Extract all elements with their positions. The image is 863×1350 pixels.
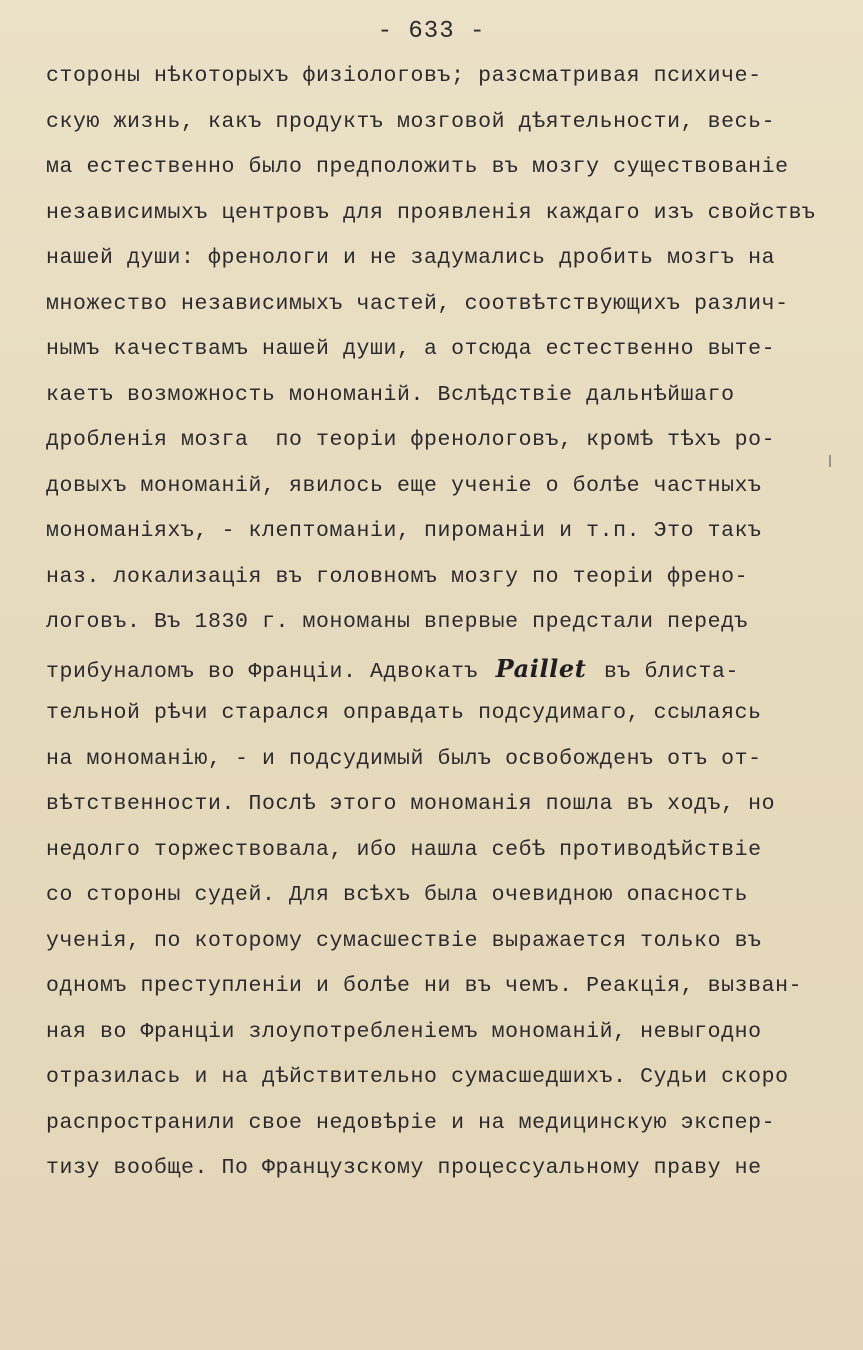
text-line: со стороны судей. Для всѣхъ была очевидною опасность — [46, 883, 749, 907]
text-line: мономанiяхъ, - клептоманiи, пироманiи и т.п. Это такъ — [46, 519, 762, 543]
text-line: тизу вообще. По Французскому процессуальному праву не — [46, 1156, 762, 1180]
text-line: тельной рѣчи старался оправдать подсудимаго, ссылаясь — [46, 701, 762, 725]
text-line: распространили свое недовѣрiе и на медицинскую экспер- — [46, 1110, 776, 1135]
text-line: каетъ возможность мономанiй. Вслѣдствiе дальнѣйшаго — [46, 382, 735, 407]
handwritten-name: Paillet — [495, 653, 587, 683]
text-line: ученiя, по которому сумасшествiе выражается только въ — [46, 928, 762, 953]
text-line: ма естественно было предположить въ мозгу существованiе — [46, 155, 789, 179]
text-line: нашей души: френологи и не задумались дробить мозгъ на — [46, 246, 776, 270]
text-line: наз. локализацiя въ головномъ мозгу по теорiи френо- — [46, 564, 749, 589]
text-line: логовъ. Въ 1830 г. мономаны впервые предстали передъ — [46, 610, 749, 634]
text-line: скую жизнь, какъ продуктъ мозговой дѣятельности, весь- — [46, 109, 776, 134]
text-line: множество независимыхъ частей, соотвѣтствующихъ различ- — [46, 291, 789, 316]
text-line: одномъ преступленiи и болѣе ни въ чемъ. Реакцiя, вызван- — [46, 974, 803, 998]
text-line: стороны нѣкоторыхъ физiологовъ; разсматривая психиче- — [46, 64, 762, 88]
text-line: нымъ качествамъ нашей души, а отсюда естественно выте- — [46, 337, 776, 361]
margin-pencil-mark — [829, 455, 831, 467]
text-line: отразилась и на дѣйствительно сумасшедшихъ. Судьи скоро — [46, 1065, 789, 1089]
text-line: довыхъ мономанiй, явилось еще ученiе о болѣе частныхъ — [46, 473, 762, 498]
body-text — [46, 54, 826, 1192]
text-line-with-handwritten-name — [46, 646, 826, 692]
text-line: дробленiя мозга по теорiи френологовъ, кромѣ тѣхъ ро- — [46, 428, 776, 452]
text-line: на мономанiю, - и подсудимый былъ освобожденъ отъ от- — [46, 746, 762, 771]
line-text-after: въ блиста- — [590, 659, 739, 684]
page-number: - 633 - — [377, 18, 486, 45]
text-line: недолго торжествовала, ибо нашла себѣ противодѣйствiе — [46, 837, 762, 862]
text-line: ная во Францiи злоупотребленiемъ мономанiй, невыгодно — [46, 1019, 762, 1044]
text-line: независимыхъ центровъ для проявленiя каждаго изъ свойствъ — [46, 200, 816, 225]
text-line: вѣтственности. Послѣ этого мономанiя пошла въ ходъ, но — [46, 792, 776, 816]
line-text-before: трибуналомъ во Францiи. Адвокатъ — [46, 659, 492, 684]
